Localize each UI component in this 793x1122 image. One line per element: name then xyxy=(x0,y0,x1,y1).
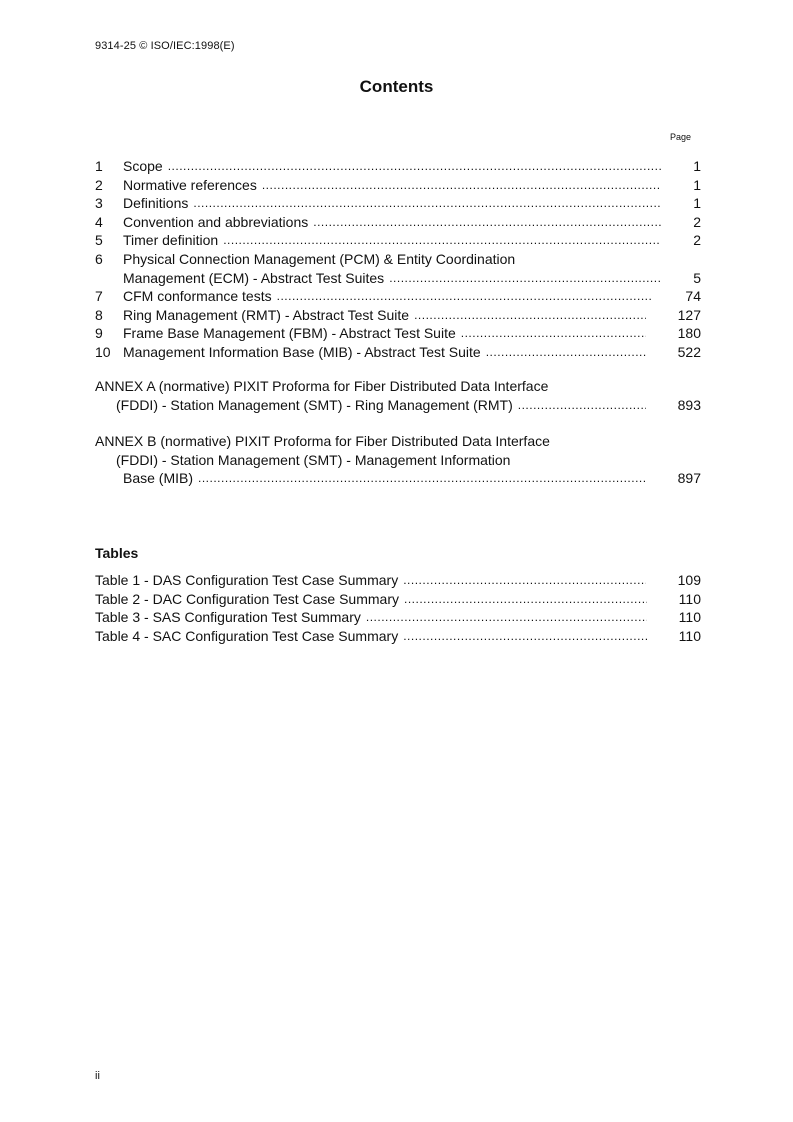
toc-entry-title: Convention and abbreviations xyxy=(123,213,309,230)
toc-entry-title: Timer definition xyxy=(123,232,219,249)
leader-dots xyxy=(277,287,654,306)
toc-entry-page: 180 xyxy=(677,325,701,342)
table-entry-title: Table 2 - DAC Configuration Test Case Summary xyxy=(95,590,399,607)
leader-dots xyxy=(223,231,661,250)
toc-entry-title: Normative references xyxy=(123,176,257,193)
toc-entry-title: Definitions xyxy=(123,195,189,212)
leader-dots xyxy=(403,571,645,590)
leader-dots xyxy=(198,469,646,488)
leader-dots xyxy=(313,213,661,232)
toc-entry-number: 10 xyxy=(95,343,111,360)
toc-entry-number: 6 xyxy=(95,250,103,267)
table-entry-title: Table 4 - SAC Configuration Test Case Summary xyxy=(95,627,399,644)
toc-entry-5[interactable] xyxy=(95,231,701,250)
leader-dots xyxy=(518,396,646,415)
toc-entry-number: 5 xyxy=(95,232,103,249)
toc-entry-number: 2 xyxy=(95,176,103,193)
leader-dots xyxy=(389,269,661,288)
page-column-label: Page xyxy=(670,132,692,142)
toc-entry-page: 2 xyxy=(693,213,701,230)
leader-dots xyxy=(414,306,646,325)
toc-entry-number: 9 xyxy=(95,325,103,342)
table-entry-title: Table 3 - SAS Configuration Test Summary xyxy=(95,609,361,626)
toc-entry-number: 3 xyxy=(95,195,103,212)
tables-heading: Tables xyxy=(95,545,139,561)
toc-entry-title: Management Information Base (MIB) - Abstract Test Suite xyxy=(123,343,481,360)
toc-entry-4[interactable] xyxy=(95,213,701,232)
toc-entry-number: 7 xyxy=(95,288,103,305)
toc-entry-page: 127 xyxy=(677,306,701,323)
leader-dots xyxy=(262,176,661,195)
leader-dots xyxy=(486,343,646,362)
toc-entry-3[interactable] xyxy=(95,194,701,213)
toc-entry-title-line2: Management (ECM) - Abstract Test Suites xyxy=(123,269,385,286)
toc-entry-page: 1 xyxy=(693,195,701,212)
annex-title-line1: ANNEX A (normative) PIXIT Proforma for Fiber Distributed Data Interface xyxy=(95,378,549,394)
table-entry-1[interactable] xyxy=(95,571,701,590)
toc-entry-title: Frame Base Management (FBM) - Abstract Test Suite xyxy=(123,325,456,342)
leader-dots xyxy=(366,608,647,627)
table-entry-title: Table 1 - DAS Configuration Test Case Summary xyxy=(95,572,399,588)
toc-entry-9[interactable] xyxy=(95,324,701,343)
toc-entry-page: 74 xyxy=(685,288,701,305)
toc-entry-page: 1 xyxy=(693,176,701,193)
toc-entry-page: 5 xyxy=(693,269,701,286)
toc-entry-8[interactable] xyxy=(95,306,701,325)
annex-page: 897 xyxy=(677,470,701,487)
toc-entry-title: Scope xyxy=(123,158,163,174)
leader-dots xyxy=(404,590,647,609)
annex-title-line1: ANNEX B (normative) PIXIT Proforma for Fiber Distributed Data Interface xyxy=(95,433,550,449)
leader-dots xyxy=(461,324,646,343)
toc-entry-page: 522 xyxy=(677,343,701,360)
annex-page: 893 xyxy=(677,396,701,413)
leader-dots xyxy=(193,194,661,213)
table-entry-4[interactable] xyxy=(95,627,701,646)
table-entry-page: 110 xyxy=(678,590,701,607)
toc-entry-page: 1 xyxy=(693,158,701,174)
table-entry-page: 110 xyxy=(678,627,701,644)
document-id-header: 9314-25 © ISO/IEC:1998(E) xyxy=(95,40,235,52)
annex-title-line3: Base (MIB) xyxy=(123,470,194,487)
toc-entry-number: 4 xyxy=(95,213,103,230)
tables-list xyxy=(95,571,701,645)
toc-entry-1[interactable] xyxy=(95,157,701,176)
annex-title-line2: (FDDI) - Station Management (SMT) - Management Information xyxy=(116,451,511,468)
toc-entry-7[interactable] xyxy=(95,287,701,306)
toc-entry-2[interactable] xyxy=(95,176,701,195)
table-entry-page: 109 xyxy=(677,572,701,588)
toc-entry-title: CFM conformance tests xyxy=(123,288,272,305)
toc-entry-title: Ring Management (RMT) - Abstract Test Suite xyxy=(123,306,410,323)
toc-entry-10[interactable] xyxy=(95,343,701,362)
toc-entry-6[interactable] xyxy=(95,250,701,287)
leader-dots xyxy=(168,157,662,176)
toc-entry-title-line1: Physical Connection Management (PCM) & Entity Coordination xyxy=(123,250,516,267)
footer-page-number: ii xyxy=(95,1070,100,1082)
page-title: Contents xyxy=(359,77,434,96)
toc-entry-number: 8 xyxy=(95,306,103,323)
toc-entry-page: 2 xyxy=(693,232,701,249)
contents-list xyxy=(95,157,701,362)
table-entry-2[interactable] xyxy=(95,590,701,609)
toc-entry-number: 1 xyxy=(95,158,103,174)
toc-annex-b[interactable] xyxy=(95,432,701,488)
leader-dots xyxy=(403,627,646,646)
annex-title-line2: (FDDI) - Station Management (SMT) - Ring Management (RMT) xyxy=(116,396,513,413)
toc-annex-a[interactable] xyxy=(95,377,701,414)
table-entry-page: 110 xyxy=(678,609,701,626)
table-entry-3[interactable] xyxy=(95,608,701,627)
